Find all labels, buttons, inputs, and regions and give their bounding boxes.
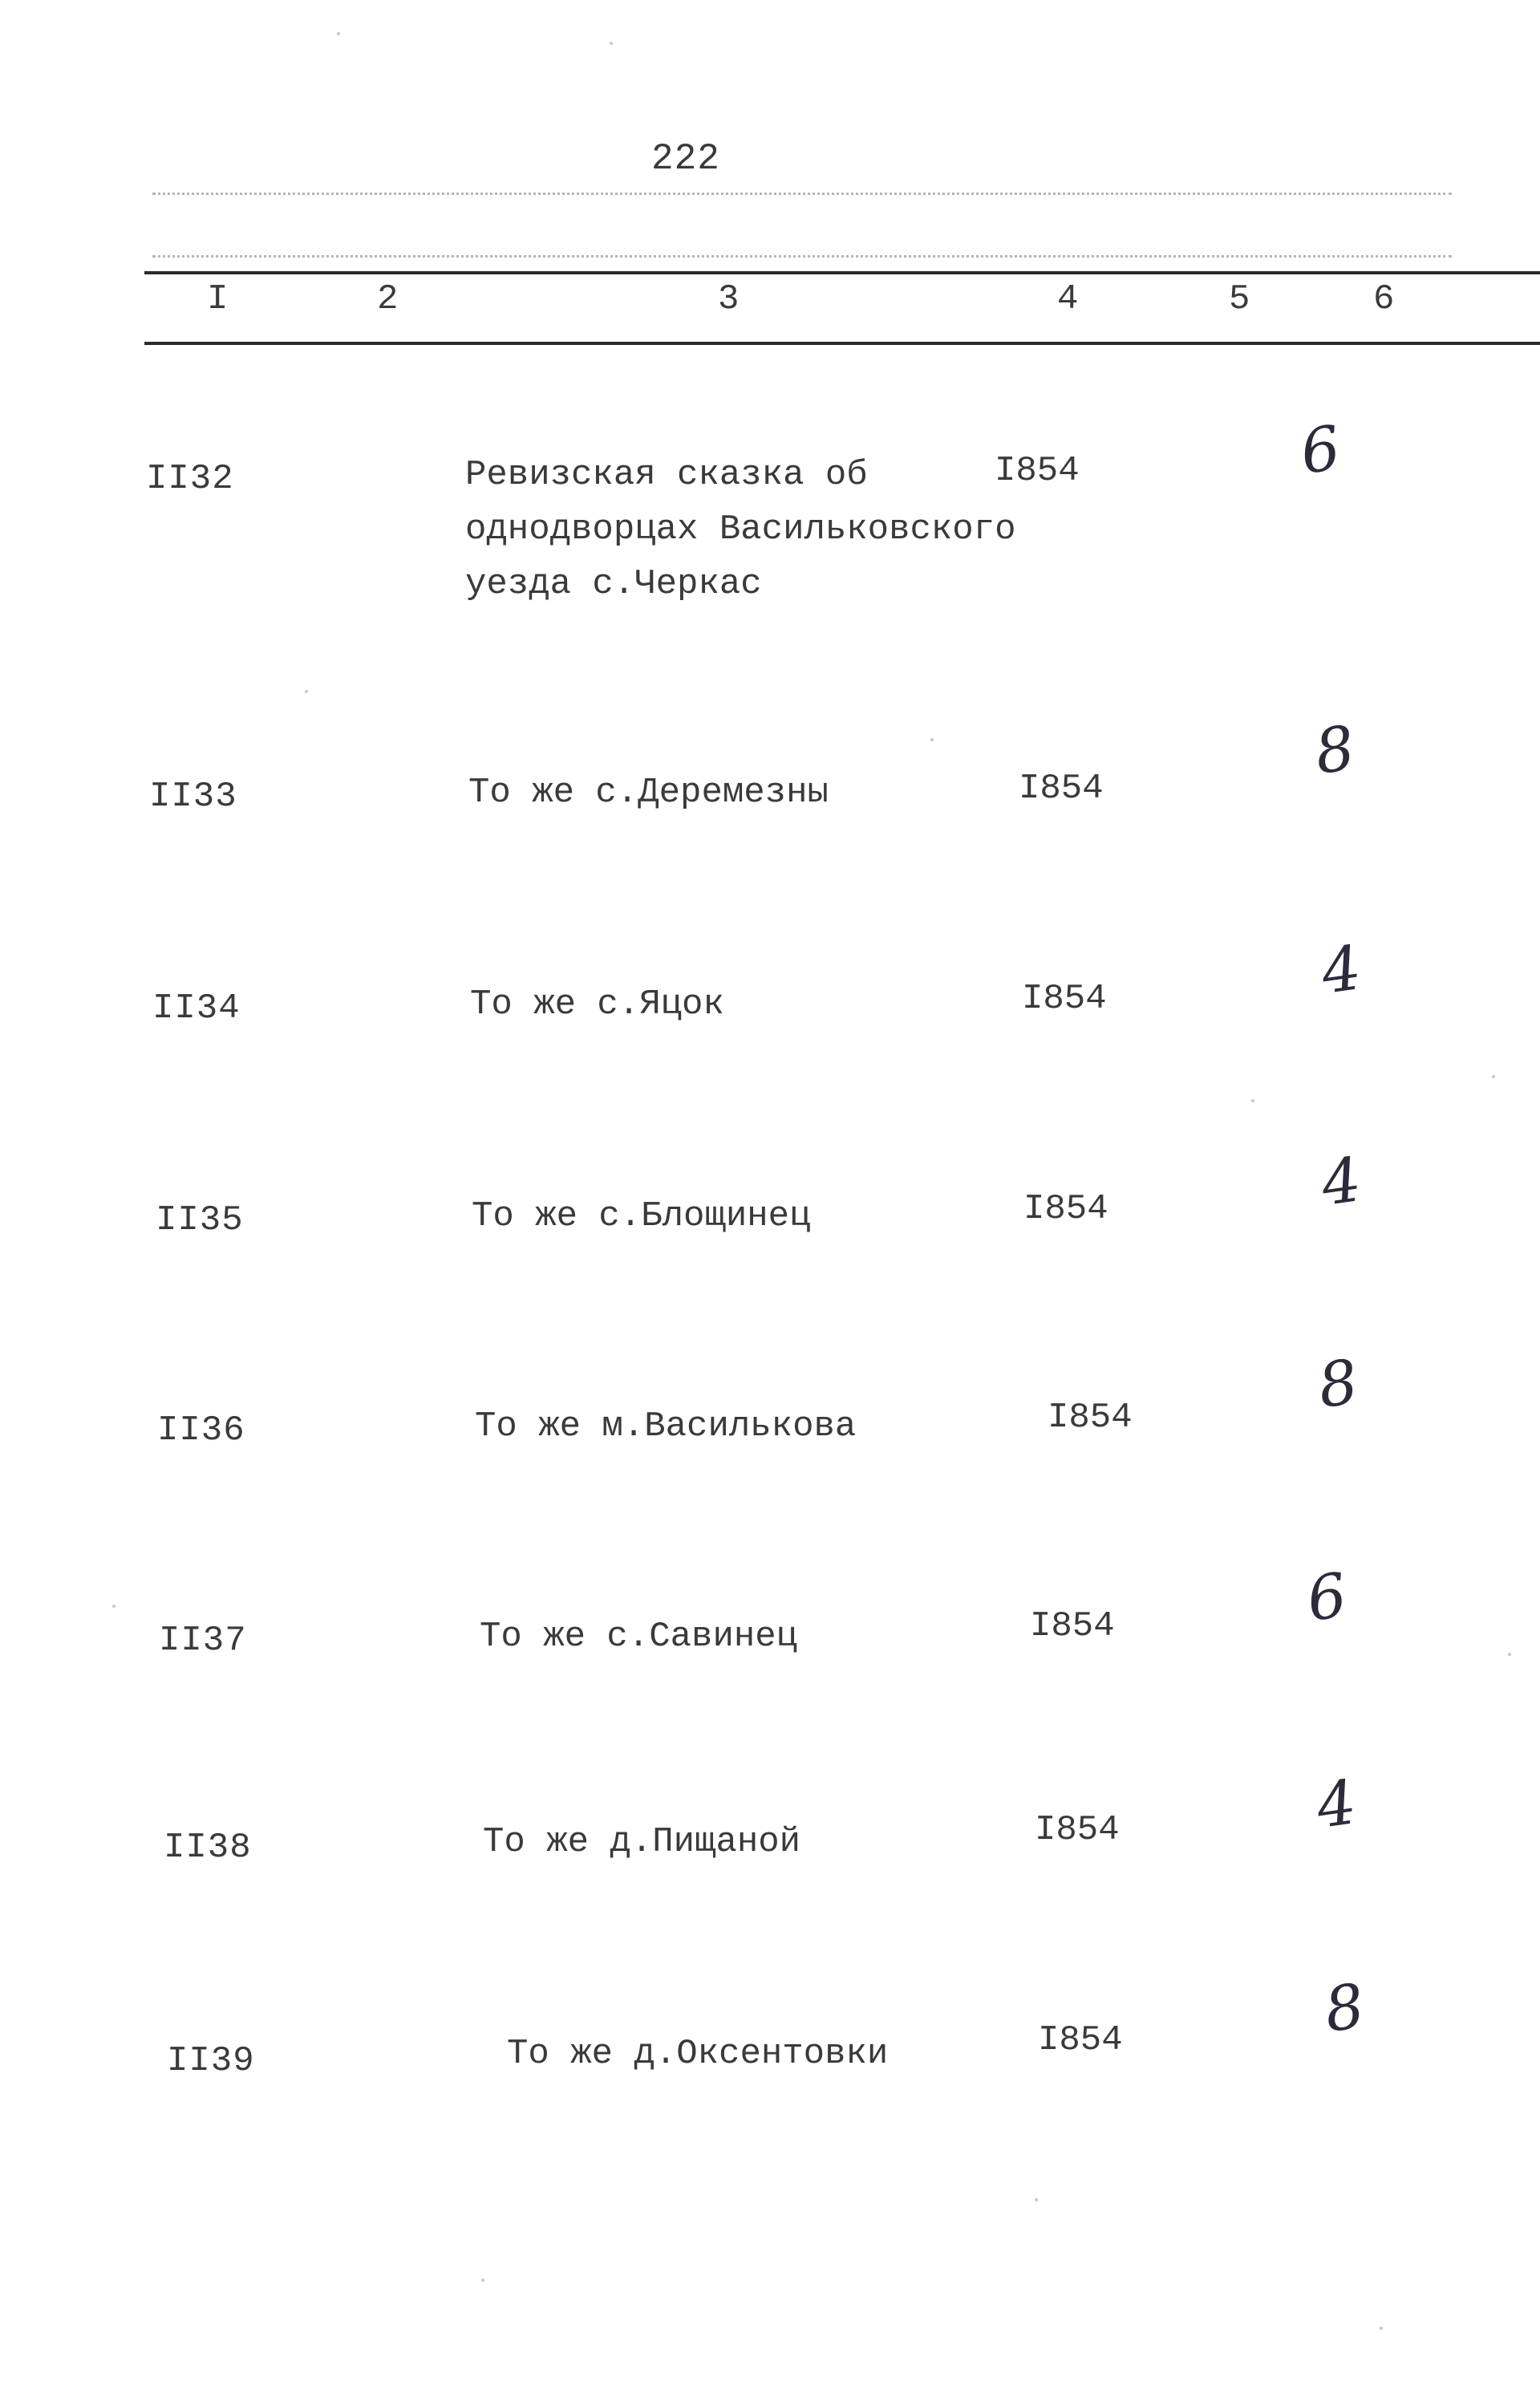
file-year: I854 xyxy=(1023,1189,1108,1229)
file-year: I854 xyxy=(1048,1398,1133,1438)
scan-speck xyxy=(337,32,340,35)
sheet-count: 4 xyxy=(1312,1766,1361,1842)
file-title: То же с.Блощинец xyxy=(472,1196,811,1236)
inventory-number: II38 xyxy=(164,1828,252,1868)
file-title: То же с.Деремезны xyxy=(468,773,829,813)
table-header-bottom-rule xyxy=(144,342,1540,345)
inventory-number: II34 xyxy=(152,988,241,1029)
sheet-count: 8 xyxy=(1314,1345,1363,1422)
scan-speck xyxy=(481,2279,484,2282)
scan-speck xyxy=(1492,1075,1495,1078)
file-title: То же д.Пищаной xyxy=(483,1822,801,1862)
column-header-5: 5 xyxy=(1229,279,1250,319)
file-year: I854 xyxy=(995,451,1080,491)
inventory-number: II35 xyxy=(156,1200,244,1240)
sheet-count: 4 xyxy=(1317,1143,1366,1219)
inventory-number: II36 xyxy=(157,1410,245,1451)
file-year: I854 xyxy=(1019,769,1104,809)
sheet-count: 4 xyxy=(1317,931,1366,1008)
column-header-2: 2 xyxy=(377,279,399,319)
sheet-count: 6 xyxy=(1303,1559,1352,1635)
file-title: То же м.Василькова xyxy=(475,1406,857,1447)
inventory-number: II37 xyxy=(159,1621,247,1661)
file-year: I854 xyxy=(1038,2020,1123,2060)
file-title: То же с.Савинец xyxy=(480,1617,798,1657)
scan-speck xyxy=(1035,2198,1038,2201)
scan-speck xyxy=(610,42,613,45)
column-header-3: 3 xyxy=(718,279,740,319)
sheet-count: 8 xyxy=(1320,1970,1369,2046)
dotted-rule-bottom xyxy=(152,255,1452,258)
file-title: То же д.Оксентовки xyxy=(507,2034,889,2074)
sheet-count: 6 xyxy=(1296,412,1345,488)
scan-speck xyxy=(930,738,934,741)
file-year: I854 xyxy=(1022,979,1107,1019)
page-number: 222 xyxy=(651,138,720,180)
file-year: I854 xyxy=(1030,1606,1115,1646)
file-title: Ревизская сказка об однодворцах Васильковского уезда с.Черкас xyxy=(465,455,1016,604)
sheet-count: 8 xyxy=(1311,712,1360,788)
scan-speck xyxy=(1508,1653,1511,1656)
column-header-6: 6 xyxy=(1373,279,1395,319)
inventory-number: II39 xyxy=(167,2041,255,2081)
scan-speck xyxy=(1380,2327,1383,2330)
column-header-4: 4 xyxy=(1057,279,1079,319)
scan-speck xyxy=(1251,1099,1254,1102)
scan-speck xyxy=(112,1605,116,1608)
file-title: То же с.Яцок xyxy=(470,984,724,1025)
table-header-top-rule xyxy=(144,271,1540,274)
inventory-number: II33 xyxy=(149,777,237,817)
scan-speck xyxy=(305,690,308,693)
column-header-1: I xyxy=(207,279,229,319)
inventory-number: II32 xyxy=(146,459,234,499)
file-year: I854 xyxy=(1035,1810,1120,1850)
dotted-rule-top xyxy=(152,193,1452,195)
